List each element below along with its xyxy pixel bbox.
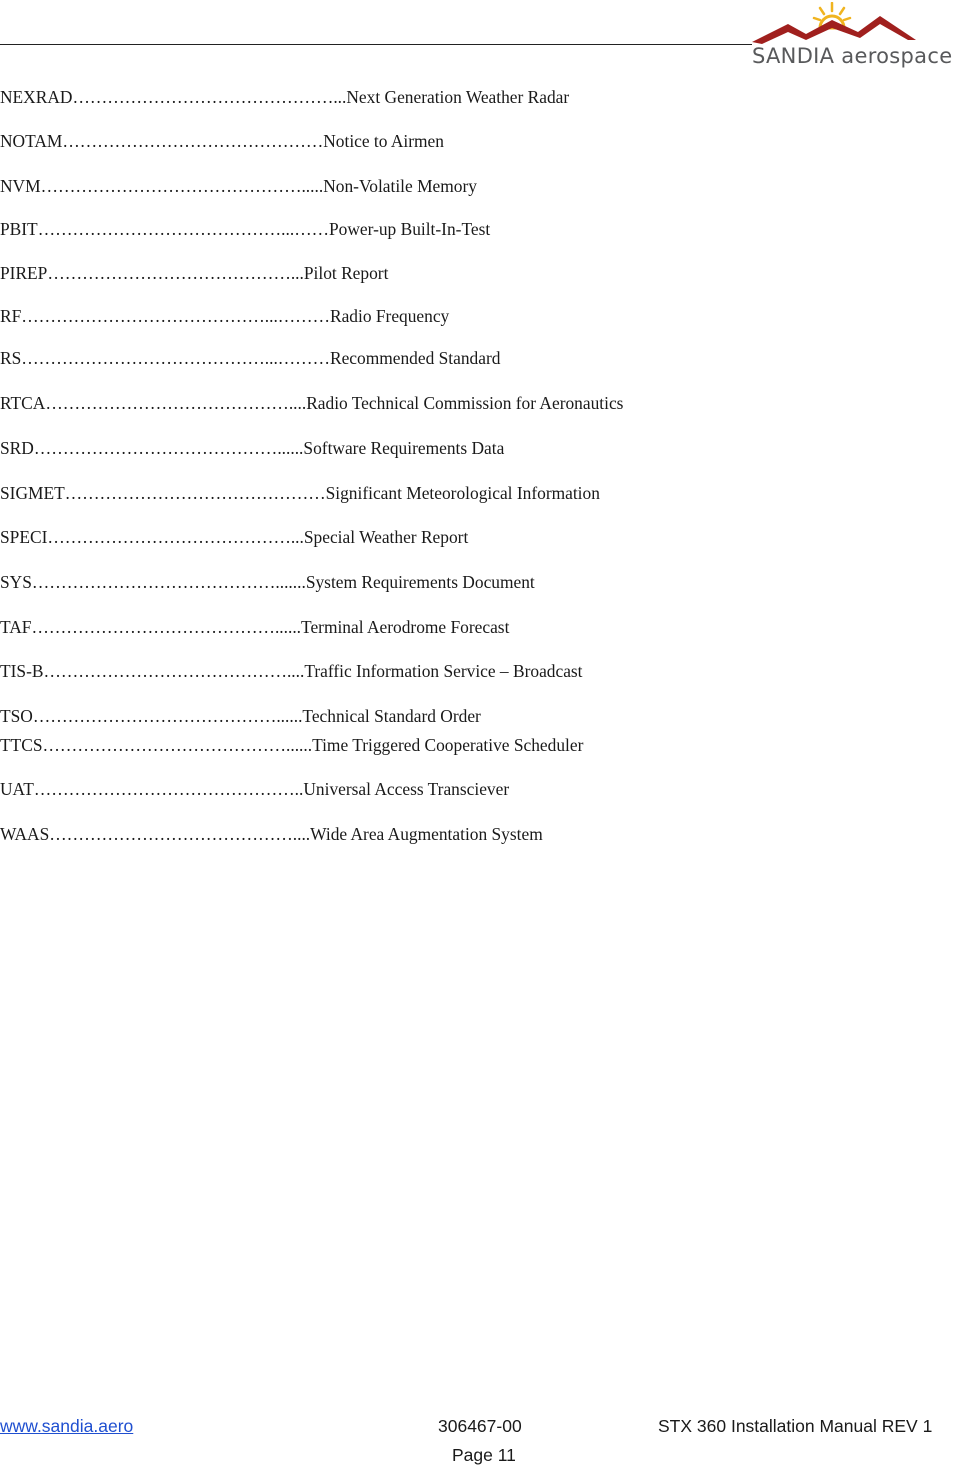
logo-text: SANDIA aerospace: [752, 44, 953, 68]
abbreviation-definition: Next Generation Weather Radar: [346, 87, 570, 107]
abbreviation-definition: Recommended Standard: [329, 348, 501, 368]
abbreviation-term: TAF: [0, 617, 32, 637]
abbreviation-definition: Technical Standard Order: [302, 706, 481, 726]
abbreviation-definition: Terminal Aerodrome Forecast: [301, 617, 510, 637]
dot-leader: ……………………………………...: [47, 263, 304, 283]
abbreviation-term: PIREP: [0, 263, 48, 283]
manual-title: STX 360 Installation Manual REV 1: [658, 1416, 933, 1436]
abbreviation-row: [0, 734, 583, 756]
abbreviation-row: [0, 571, 535, 593]
abbreviation-term: NOTAM: [0, 131, 63, 151]
dot-leader: ……………………………………….....: [40, 176, 324, 196]
dot-leader: ……………………………………....: [43, 661, 305, 681]
abbreviation-term: SRD: [0, 438, 34, 458]
abbreviation-row: [0, 347, 500, 369]
abbreviation-term: NVM: [0, 176, 41, 196]
dot-leader: ……………………………………....: [45, 393, 307, 413]
abbreviation-row: [0, 392, 623, 414]
abbreviation-definition: Power-up Built-In-Test: [328, 219, 491, 239]
abbreviation-definition: Radio Technical Commission for Aeronautics: [306, 393, 624, 413]
abbreviation-row: [0, 482, 600, 504]
logo-mark: [748, 2, 944, 50]
abbreviation-row: [0, 175, 477, 197]
header-rule: [0, 44, 752, 45]
abbreviation-term: TIS-B: [0, 661, 44, 681]
abbreviation-row: [0, 305, 449, 327]
abbreviation-row: [0, 86, 569, 108]
document-number: 306467-00: [438, 1416, 522, 1436]
abbreviation-definition: Non-Volatile Memory: [323, 176, 477, 196]
dot-leader: ……………………………………......: [33, 438, 304, 458]
abbreviation-term: NEXRAD: [0, 87, 73, 107]
abbreviation-definition: Traffic Information Service – Broadcast: [304, 661, 583, 681]
abbreviation-term: TTCS: [0, 735, 43, 755]
abbreviation-term: PBIT: [0, 219, 38, 239]
abbreviation-row: [0, 823, 543, 845]
abbreviation-term: RF: [0, 306, 22, 326]
dot-leader: ………………………………………..: [33, 779, 304, 799]
abbreviation-term: TSO: [0, 706, 33, 726]
abbreviation-definition: Significant Meteorological Information: [325, 483, 600, 503]
website-link[interactable]: www.sandia.aero: [0, 1416, 134, 1436]
abbreviation-row: [0, 130, 444, 152]
logo-mountains: [752, 16, 916, 44]
abbreviation-definition: Special Weather Report: [303, 527, 469, 547]
dot-leader: ……………………………………......: [42, 735, 313, 755]
abbreviation-row: [0, 660, 583, 682]
abbreviation-row: [0, 526, 468, 548]
abbreviation-term: UAT: [0, 779, 34, 799]
abbreviation-term: SPECI: [0, 527, 48, 547]
abbreviation-definition: Radio Frequency: [329, 306, 450, 326]
abbreviation-definition: Universal Access Transciever: [303, 779, 510, 799]
abbreviation-definition: Wide Area Augmentation System: [310, 824, 543, 844]
abbreviation-row: [0, 218, 490, 240]
abbreviation-definition: Notice to Airmen: [323, 131, 444, 151]
dot-leader: ……………………………………...……: [37, 219, 329, 239]
abbreviation-row: [0, 437, 504, 459]
abbreviation-definition: System Requirements Document: [305, 572, 535, 592]
sandia-aerospace-logo: [748, 2, 953, 72]
dot-leader: ……………………………………......: [32, 706, 303, 726]
abbreviation-definition: Pilot Report: [303, 263, 389, 283]
abbreviation-term: SIGMET: [0, 483, 65, 503]
dot-leader: ………………………………………...: [72, 87, 347, 107]
dot-leader: ……………………………………...: [47, 527, 304, 547]
abbreviation-term: RS: [0, 348, 22, 368]
dot-leader: ……………………………………......: [31, 617, 302, 637]
abbreviation-term: WAAS: [0, 824, 50, 844]
abbreviation-definition: Time Triggered Cooperative Scheduler: [312, 735, 584, 755]
abbreviation-row: [0, 778, 509, 800]
dot-leader: ……………………………………...………: [21, 348, 330, 368]
abbreviation-row: [0, 616, 509, 638]
dot-leader: ……………………………………....: [49, 824, 311, 844]
dot-leader: ……………………………………...………: [21, 306, 330, 326]
abbreviation-row: [0, 705, 481, 727]
dot-leader: ………………………………………: [62, 131, 324, 151]
abbreviation-row: [0, 262, 388, 284]
abbreviation-definition: Software Requirements Data: [303, 438, 505, 458]
page-number: Page 11: [452, 1445, 516, 1465]
dot-leader: …………………………………….......: [31, 572, 306, 592]
abbreviation-term: RTCA: [0, 393, 46, 413]
abbreviation-term: SYS: [0, 572, 32, 592]
dot-leader: ………………………………………: [64, 483, 326, 503]
